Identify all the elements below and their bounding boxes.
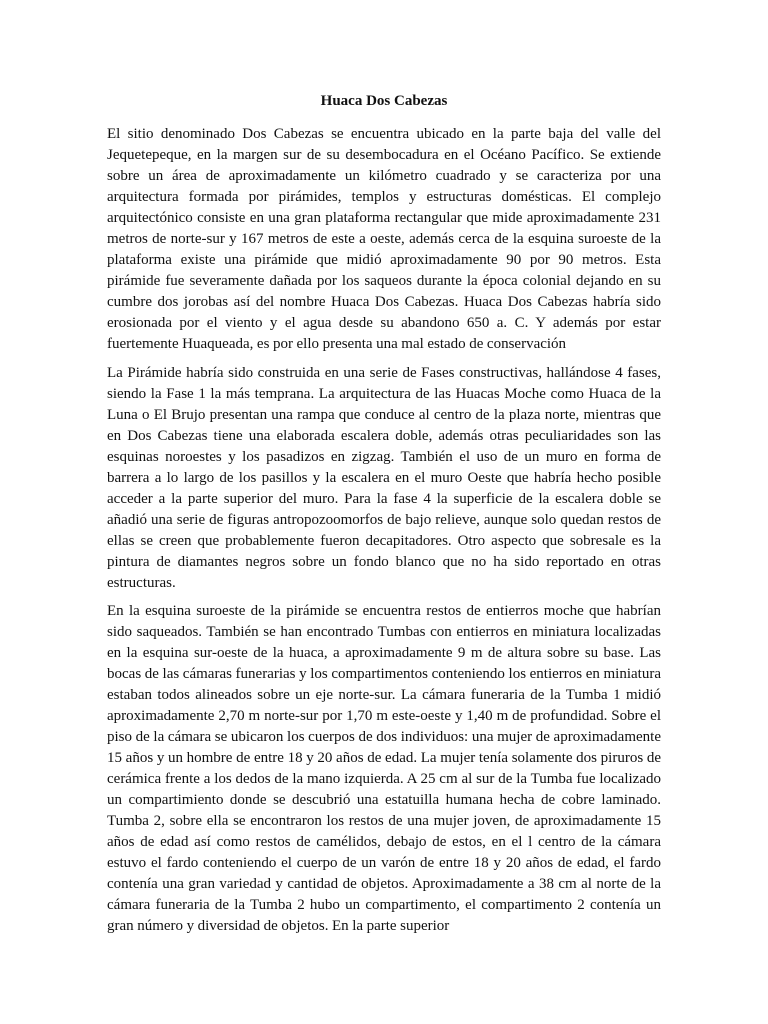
paragraph-location: El sitio denominado Dos Cabezas se encuentra ubicado en la parte baja del valle del Jequetepeque, en la margen sur de su desembocadura en el Océano Pacífico. Se extiende sobre un área de aproximadamente un kilómetro cuadrado y se caracteriza por una arquitectura formada por pirámides, templos y estructuras domésticas. El complejo arquitectónico consiste en una gran plataforma rectangular que mide aproximadamente 231 metros de norte-sur y 167 metros de este a oeste, además cerca de la esquina suroeste de la plataforma existe una pirámide que midió aproximadamente 90 por 90 metros. Esta pirámide fue severamente dañada por los saqueos durante la época colonial dejando en su cumbre dos jorobas así del nombre Huaca Dos Cabezas. Huaca Dos Cabezas habría sido erosionada por el viento y el agua desde su abandono 650 a. C. Y además por estar fuertemente Huaqueada, es por ello presenta una mal estado de conservación bbox=[107, 126, 661, 352]
paragraph-burials: En la esquina suroeste de la pirámide se encuentra restos de entierros moche que habrían sido saqueados. También se han encontrado Tumbas con entierros en miniatura localizadas en la esquina sur-oeste de la huaca, a aproximadamente 9 m de altura sobre su base. Las bocas de las cámaras funerarias y los compartimentos conteniendo los entierros en miniatura estaban todos alineados sobre un eje norte-sur. La cámara funeraria de la Tumba 1 midió aproximadamente 2,70 m norte-sur por 1,70 m este-oeste y 1,40 m de profundidad. Sobre el piso de la cámara se ubicaron los cuerpos de dos individuos: una mujer de aproximadamente 15 años y un hombre de entre 18 y 20 años de edad. La mujer tenía solamente dos piruros de cerámica frente a los dedos de la mano izquierda. A 25 cm al sur de la Tumba fue localizado un compartimiento donde se descubrió una estatuilla humana hecha de cobre laminado. Tumba 2, sobre ella se encontraron los restos de una mujer joven, de aproximadamente 15 años de edad así como restos de camélidos, debajo de estos, en el l centro de la cámara estuvo el fardo conteniendo el cuerpo de un varón de entre 18 y 20 años de edad, el fardo contenía una gran variedad y cantidad de objetos. Aproximadamente a 38 cm al norte de la cámara funeraria de la Tumba 2 hubo un compartimento, el compartimento 2 contenía un gran número y diversidad de objetos. En la parte superior bbox=[107, 603, 661, 934]
paragraph-construction-phases: La Pirámide habría sido construida en una serie de Fases constructivas, hallándose 4 fases, siendo la Fase 1 la más temprana. La arquitectura de las Huacas Moche como Huaca de la Luna o El Brujo presentan una rampa que conduce al centro de la plaza norte, mientras que en Dos Cabezas tiene una elaborada escalera doble, además otras peculiaridades son las esquinas noroestes y los pasadizos en zigzag. También el uso de un muro en forma de barrera a lo largo de los pasillos y la escalera en el muro Oeste que habría hecho posible acceder a la parte superior del muro. Para la fase 4 la superficie de la escalera doble se añadió una serie de figuras antropozoomorfos de bajo relieve, aunque solo quedan restos de ellas se creen que probablemente fueron decapitadores. Otro aspecto que sobresale es la pintura de diamantes negros sobre un fondo blanco que no ha sido reportado en otras estructuras. bbox=[107, 365, 661, 591]
document-title: Huaca Dos Cabezas bbox=[320, 93, 448, 109]
